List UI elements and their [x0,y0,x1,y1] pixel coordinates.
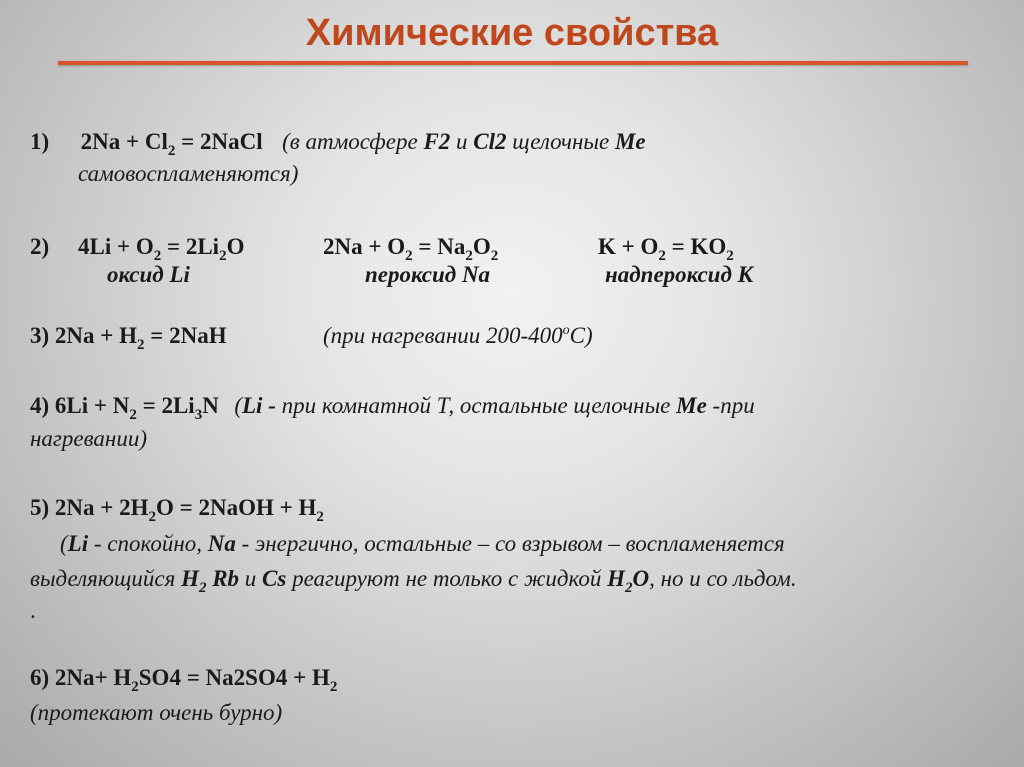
title-underline [58,61,968,65]
label-peroxide-na: пероксид Na [365,262,491,287]
reaction-2-equation-na: $2Na + O_2 = Na_2O_2$ [323,234,499,264]
slide-title: Химические свойства [305,12,719,54]
reaction-4-equation: 4) $6Li + N_2 = 2Li_3N$ [30,393,219,423]
reaction-5-note-line1: (Li - спокойно, Na - энергично, остальные – со взрывом – воспламеняется [60,531,785,556]
reaction-1-equation: $2Na + Cl_2$ = 2NaCl [80,129,263,159]
reaction-1 [30,128,646,159]
reaction-3-equation: 3) $2Na + H_2 = 2NaH$ [30,323,227,353]
reaction-2-equation-k: $K + O_2 = KO_2$ [598,234,734,264]
label-superoxide-k: надпероксид К [605,262,754,287]
reaction-5-note-line2: выделяющийся $H_2$ Rb и Cs реагируют не только с жидкой $H_2O$, но и со льдом. [30,566,797,596]
reaction-1-note: (в атмосфере F2 и Cl2 щелочные Me [282,129,646,154]
reaction-6-equation: 6) $2Na+ H_2SO4 = Na2SO4 + H_2$ [30,665,338,695]
reaction-5-equation: 5) $2Na + 2H_2O$ = 2NaOH + $H_2$ [30,495,324,525]
reaction-4-note: (Li - при комнатной Т, остальные щелочные Me -при [234,393,755,418]
reaction-5-trailing-dot: . [30,598,36,623]
reaction-2-equation-li: $4Li + O_2 = 2Li_2O$ [78,234,245,264]
reaction-1-number: 1) [30,129,50,154]
reaction-6-note: (протекают очень бурно) [30,700,283,725]
reaction-2-number: 2) [30,234,50,259]
reaction-4-note-cont: нагревании) [30,426,147,451]
reaction-3-note: (при нагревании 200-400$^o$C) [323,323,593,348]
label-oxide-li: оксид Li [107,262,190,287]
reaction-1-note-cont: самовоспламеняются) [78,161,299,186]
reaction-4 [30,392,755,423]
